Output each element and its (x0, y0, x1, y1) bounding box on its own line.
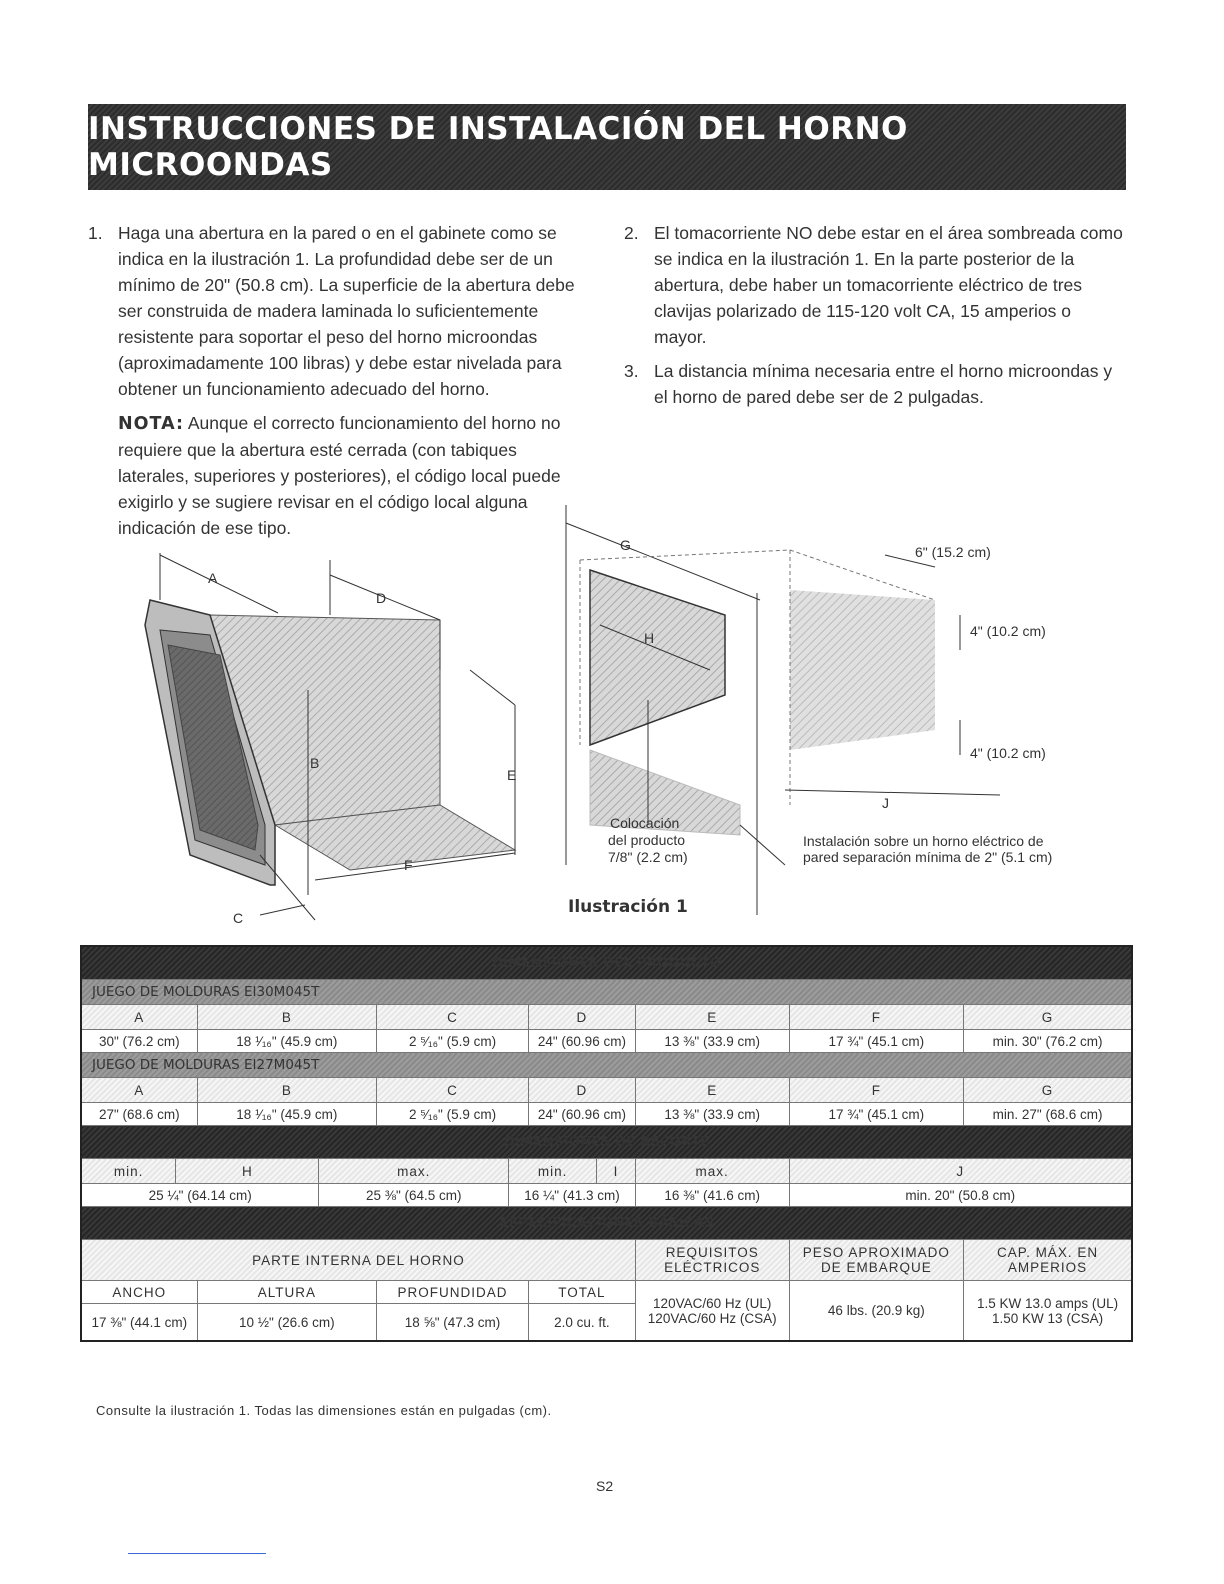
table-row (81, 946, 1132, 980)
letter-cell: A (81, 1078, 197, 1103)
weight-value: 46 lbs. (20.9 kg) (789, 1281, 964, 1342)
kit2-heading: JUEGO DE MOLDURAS EI27M045T (81, 1053, 1132, 1078)
cutout-i-min: 16 ¼" (41.3 cm) (509, 1184, 636, 1207)
letter-cell: B (197, 1078, 377, 1103)
value-cell: 2 ⁵⁄₁₆" (5.9 cm) (377, 1030, 529, 1053)
step-1 (88, 220, 590, 402)
capacity-header-line-1: CAP. MÁX. EN (997, 1245, 1099, 1260)
step-2 (624, 220, 1126, 350)
subheader-profundidad: PROFUNDIDAD (377, 1281, 529, 1304)
title-banner (88, 104, 1126, 190)
letter-cell: F (789, 1078, 964, 1103)
electrical-header (635, 1240, 789, 1281)
weight-header-line-2: DE EMBARQUE (820, 1260, 932, 1275)
electrical-header-line-1: REQUISITOS (665, 1245, 759, 1260)
instalacion-line-2: pared separación mínima de 2" (5.1 cm) (803, 849, 1053, 865)
letter-cell: F (789, 1005, 964, 1030)
cutout-diagram (566, 505, 1052, 915)
table-row (81, 1078, 1132, 1103)
subheader-total: TOTAL (528, 1281, 635, 1304)
table-row (81, 1184, 1132, 1207)
letter-cell: G (964, 1005, 1132, 1030)
dim-4in-top: 4" (10.2 cm) (970, 623, 1046, 639)
cutout-i-max: 16 ⅜" (41.6 cm) (635, 1184, 789, 1207)
page-number: S2 (596, 1478, 614, 1494)
letter-cell: C (377, 1078, 529, 1103)
subheader-ancho: ANCHO (81, 1281, 197, 1304)
illustration-1-diagrams (100, 505, 1140, 935)
value-cell: 2 ⁵⁄₁₆" (5.9 cm) (377, 1103, 529, 1126)
table-row (81, 1159, 1132, 1184)
colocacion-line-3: 7/8" (2.2 cm) (608, 849, 688, 865)
table-row (81, 1240, 1132, 1281)
table-row (81, 1030, 1132, 1053)
dim-6in: 6" (15.2 cm) (915, 544, 991, 560)
label-g: G (620, 537, 631, 553)
colocacion-line-2: del producto (608, 832, 686, 848)
value-cell: 17 ¾" (45.1 cm) (789, 1103, 964, 1126)
electrical-value (635, 1281, 789, 1342)
letter-cell: D (528, 1005, 635, 1030)
table-row (81, 1103, 1132, 1126)
instalacion-line-1: Instalación sobre un horno eléctrico de (803, 833, 1044, 849)
instructions-right-column (624, 220, 1126, 541)
illustration-title: Ilustración 1 (568, 897, 688, 917)
footnote: Consulte la ilustración 1. Todas las dimensiones están en pulgadas (cm). (96, 1403, 552, 1418)
cutout-heading: DIMENSIONES DE RECORTE (81, 1126, 1132, 1159)
instructions-columns (88, 220, 1126, 541)
specs-heading: ESPECIFICACIONES BÁSICAS (81, 1207, 1132, 1240)
table-row (81, 1126, 1132, 1159)
letter-cell: E (635, 1078, 789, 1103)
label-c: C (233, 910, 244, 926)
capacity-value-csa: 1.50 KW 13 (CSA) (992, 1310, 1104, 1326)
capacity-header-line-2: AMPERIOS (1007, 1260, 1088, 1275)
weight-header (789, 1240, 964, 1281)
value-cell: min. 30" (76.2 cm) (964, 1030, 1132, 1053)
value-cell: 30" (76.2 cm) (81, 1030, 197, 1053)
capacity-value (964, 1281, 1132, 1342)
letter-cell: G (964, 1078, 1132, 1103)
value-cell: 24" (60.96 cm) (528, 1030, 635, 1053)
value-profundidad: 18 ⅝" (47.3 cm) (377, 1304, 529, 1342)
step-text: La distancia mínima necesaria entre el horno microondas y el horno de pared debe ser de 2 pulgadas. (654, 361, 1113, 407)
value-altura: 10 ½" (26.6 cm) (197, 1304, 377, 1342)
letter-cell: B (197, 1005, 377, 1030)
letter-cell: E (635, 1005, 789, 1030)
note-label: NOTA: (118, 414, 184, 434)
cutout-h-min-header: min. (81, 1159, 176, 1184)
letter-cell: C (377, 1005, 529, 1030)
capacity-value-ul: 1.5 KW 13.0 amps (UL) (977, 1295, 1119, 1311)
electrical-header-line-2: ELÉCTRICOS (664, 1260, 761, 1275)
letter-cell: A (81, 1005, 197, 1030)
value-cell: 13 ⅜" (33.9 cm) (635, 1103, 789, 1126)
step-number: 1. (88, 223, 103, 243)
label-j: J (882, 795, 889, 811)
note-text: Aunque el correcto funcionamiento del horno no requiere que la abertura esté cerrada (con tabiques laterales, superiores y posteriores), el código local puede exigirlo y se sugiere revisar en el código local alguna indicación de ese tipo. (118, 413, 561, 538)
step-number: 3. (624, 361, 639, 381)
value-total: 2.0 cu. ft. (528, 1304, 635, 1342)
label-d: D (376, 590, 387, 606)
value-cell: 18 ¹⁄₁₆" (45.9 cm) (197, 1103, 377, 1126)
value-ancho: 17 ⅜" (44.1 cm) (81, 1304, 197, 1342)
subheader-altura: ALTURA (197, 1281, 377, 1304)
label-a: A (208, 570, 218, 586)
step-text: Haga una abertura en la pared o en el gabinete como se indica en la ilustración 1. La profundidad debe ser de un mínimo de 20" (50.8 cm). La superficie de la abertura debe ser construida de madera laminada lo suficientemente resistente para soportar el peso del horno microondas (aproximadamente 100 libras) y debe estar nivelada para obtener un funcionamiento adecuado del horno. (118, 223, 575, 399)
colocacion-line-1: Colocación (610, 815, 680, 831)
cutout-i-letter: I (597, 1159, 636, 1184)
table-row (81, 980, 1132, 1005)
cutout-h-max: 25 ⅜" (64.5 cm) (319, 1184, 509, 1207)
value-cell: 13 ⅜" (33.9 cm) (635, 1030, 789, 1053)
instructions-left-column (88, 220, 590, 541)
value-cell: 27" (68.6 cm) (81, 1103, 197, 1126)
cutout-j-value: min. 20" (50.8 cm) (789, 1184, 1132, 1207)
dimensions-table (80, 945, 1133, 1342)
electrical-value-csa: 120VAC/60 Hz (CSA) (647, 1310, 777, 1326)
weight-header-line-1: PESO APROXIMADO (802, 1245, 950, 1260)
dim-4in-bottom: 4" (10.2 cm) (970, 745, 1046, 761)
value-cell: min. 27" (68.6 cm) (964, 1103, 1132, 1126)
value-cell: 24" (60.96 cm) (528, 1103, 635, 1126)
electrical-value-ul: 120VAC/60 Hz (UL) (653, 1295, 772, 1311)
step-text: El tomacorriente NO debe estar en el área sombreada como se indica en la ilustración 1. En la parte posterior de la abertura, debe haber un tomacorriente eléctrico de tres clavijas polarizado de 115-120 volt CA, 15 amperios o mayor. (654, 223, 1123, 347)
table-row (81, 1053, 1132, 1078)
cutout-i-min-header: min. (509, 1159, 597, 1184)
table-row (81, 1005, 1132, 1030)
label-f: F (404, 857, 413, 873)
label-e: E (507, 767, 517, 783)
kit1-heading: JUEGO DE MOLDURAS EI30M045T (81, 980, 1132, 1005)
table-row (81, 1281, 1132, 1304)
label-b: B (310, 755, 320, 771)
step-number: 2. (624, 223, 639, 243)
cutout-h-min: 25 ¼" (64.14 cm) (81, 1184, 319, 1207)
cutout-h-max-header: max. (319, 1159, 509, 1184)
step-3 (624, 358, 1126, 410)
page-title: INSTRUCCIONES DE INSTALACIÓN DEL HORNO MICROONDAS (88, 111, 908, 183)
value-cell: 17 ¾" (45.1 cm) (789, 1030, 964, 1053)
product-dimensions-heading: DIMENSIONES DEL PRODUCTO (81, 946, 1132, 980)
cutout-j-letter: J (789, 1159, 1132, 1184)
interior-header: PARTE INTERNA DEL HORNO (81, 1240, 635, 1281)
footer-rule (128, 1553, 266, 1554)
table-row (81, 1207, 1132, 1240)
cutout-i-max-header: max. (635, 1159, 789, 1184)
label-h: H (644, 630, 655, 646)
cutout-h-letter: H (176, 1159, 319, 1184)
value-cell: 18 ¹⁄₁₆" (45.9 cm) (197, 1030, 377, 1053)
capacity-header (964, 1240, 1132, 1281)
microwave-diagram (145, 553, 516, 926)
letter-cell: D (528, 1078, 635, 1103)
